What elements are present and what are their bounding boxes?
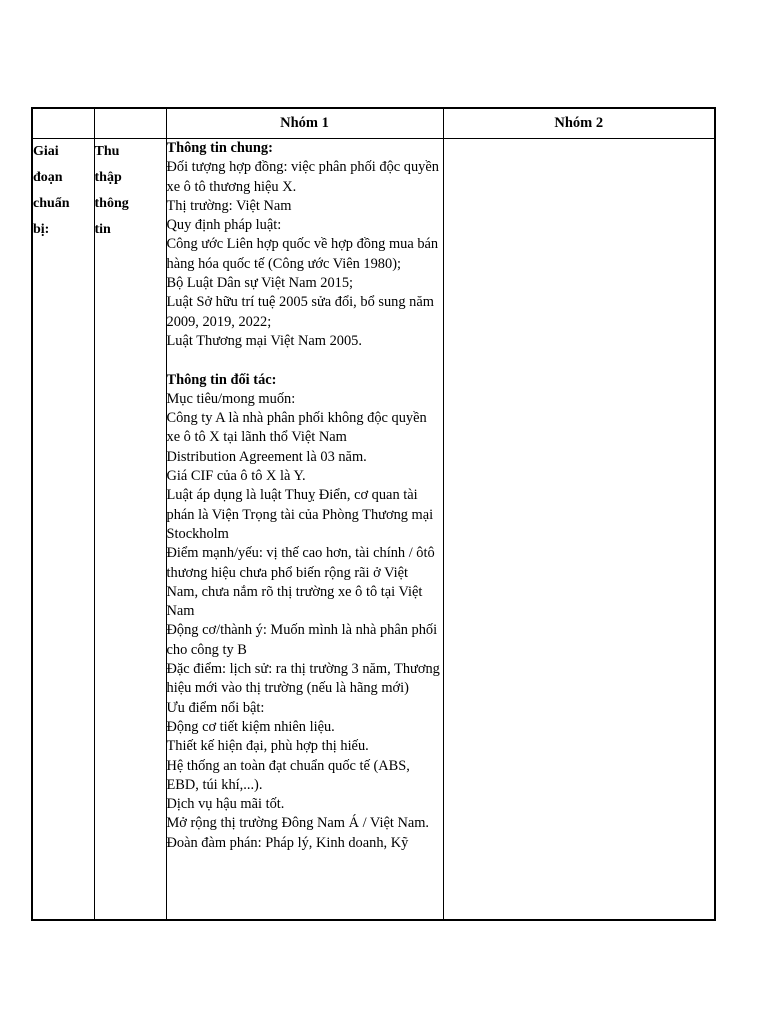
group2-content-cell <box>443 139 715 921</box>
general-info-line: Luật Thương mại Việt Nam 2005. <box>166 332 362 349</box>
partner-info-line: Đoàn đàm phán: Pháp lý, Kinh doanh, Kỹ <box>166 834 409 851</box>
partner-info-line: Công ty A là nhà phân phối không độc quyền xe ô tô X tại lãnh thổ Việt Nam <box>166 410 427 446</box>
general-info-line: Luật Sở hữu trí tuệ 2005 sửa đổi, bổ sung năm 2009, 2019, 2022; <box>166 294 434 330</box>
partner-info-line: Hệ thống an toàn đạt chuẩn quốc tế (ABS, EBD, túi khí,...). <box>166 757 410 793</box>
general-info-line: Công ước Liên hợp quốc về hợp đồng mua bán hàng hóa quốc tế (Công ước Viên 1980); <box>166 236 439 272</box>
task-label-line: tin <box>94 222 111 237</box>
partner-info-line: Điểm mạnh/yếu: vị thế cao hơn, tài chính / ôtô thương hiệu chưa phổ biến rộng rãi ở Việt Nam, chưa nắm rõ thị trường xe ô tô tại Việt Nam <box>166 545 435 620</box>
header-cell-group1: Nhóm 1 <box>166 108 443 139</box>
general-info-heading: Thông tin chung: <box>166 140 273 156</box>
task-cell <box>94 139 166 921</box>
header-cell-group2: Nhóm 2 <box>443 108 715 139</box>
partner-info-heading: Thông tin đối tác: <box>166 371 277 388</box>
partner-info-line: Mục tiêu/mong muốn: <box>166 390 296 407</box>
general-info-line: Quy định pháp luật: <box>166 217 282 234</box>
partner-info-line: Luật áp dụng là luật Thuỵ Điển, cơ quan tài phán là Viện Trọng tài của Phòng Thương mại Stockholm <box>166 487 434 542</box>
general-info-list <box>167 158 443 351</box>
partner-info-line: Thiết kế hiện đại, phù hợp thị hiếu. <box>166 738 369 755</box>
partner-info-line: Giá CIF của ô tô X là Y. <box>166 468 306 485</box>
header-cell-task <box>94 108 166 139</box>
general-info-line: Bộ Luật Dân sự Việt Nam 2015; <box>166 275 354 292</box>
task-label-line: thông <box>94 196 129 211</box>
header-cell-stage <box>32 108 94 139</box>
section-spacer <box>167 351 443 370</box>
partner-info-list <box>167 390 443 853</box>
general-info-line: Đối tượng hợp đồng: việc phân phối độc quyền xe ô tô thương hiệu X. <box>166 159 439 195</box>
partner-info-line: Động cơ tiết kiệm nhiên liệu. <box>166 718 335 735</box>
general-info-line: Thị trường: Việt Nam <box>166 197 292 214</box>
partner-info-line: Ưu điểm nổi bật: <box>166 699 265 716</box>
partner-info-line: Động cơ/thành ý: Muốn mình là nhà phân phối cho công ty B <box>166 622 438 658</box>
stage-label-line: bị: <box>33 222 50 237</box>
partner-info-line: Distribution Agreement là 03 năm. <box>166 448 367 465</box>
stage-label-line: chuẩn <box>33 196 70 211</box>
stage-cell <box>32 139 94 921</box>
task-label-line: Thu <box>94 144 120 159</box>
table-header-row <box>32 108 715 139</box>
partner-info-line: Đặc điểm: lịch sử: ra thị trường 3 năm, Thương hiệu mới vào thị trường (nếu là hãng mới) <box>166 661 440 697</box>
negotiation-plan-table <box>31 107 716 921</box>
table-row-preparation <box>32 139 715 921</box>
task-label-line: thập <box>94 170 122 185</box>
partner-info-line: Mở rộng thị trường Đông Nam Á / Việt Nam. <box>166 815 430 832</box>
stage-label-line: đoạn <box>33 170 63 185</box>
group1-content-cell <box>166 139 443 921</box>
partner-info-line: Dịch vụ hậu mãi tốt. <box>166 796 285 813</box>
stage-label-line: Giai <box>33 144 59 159</box>
